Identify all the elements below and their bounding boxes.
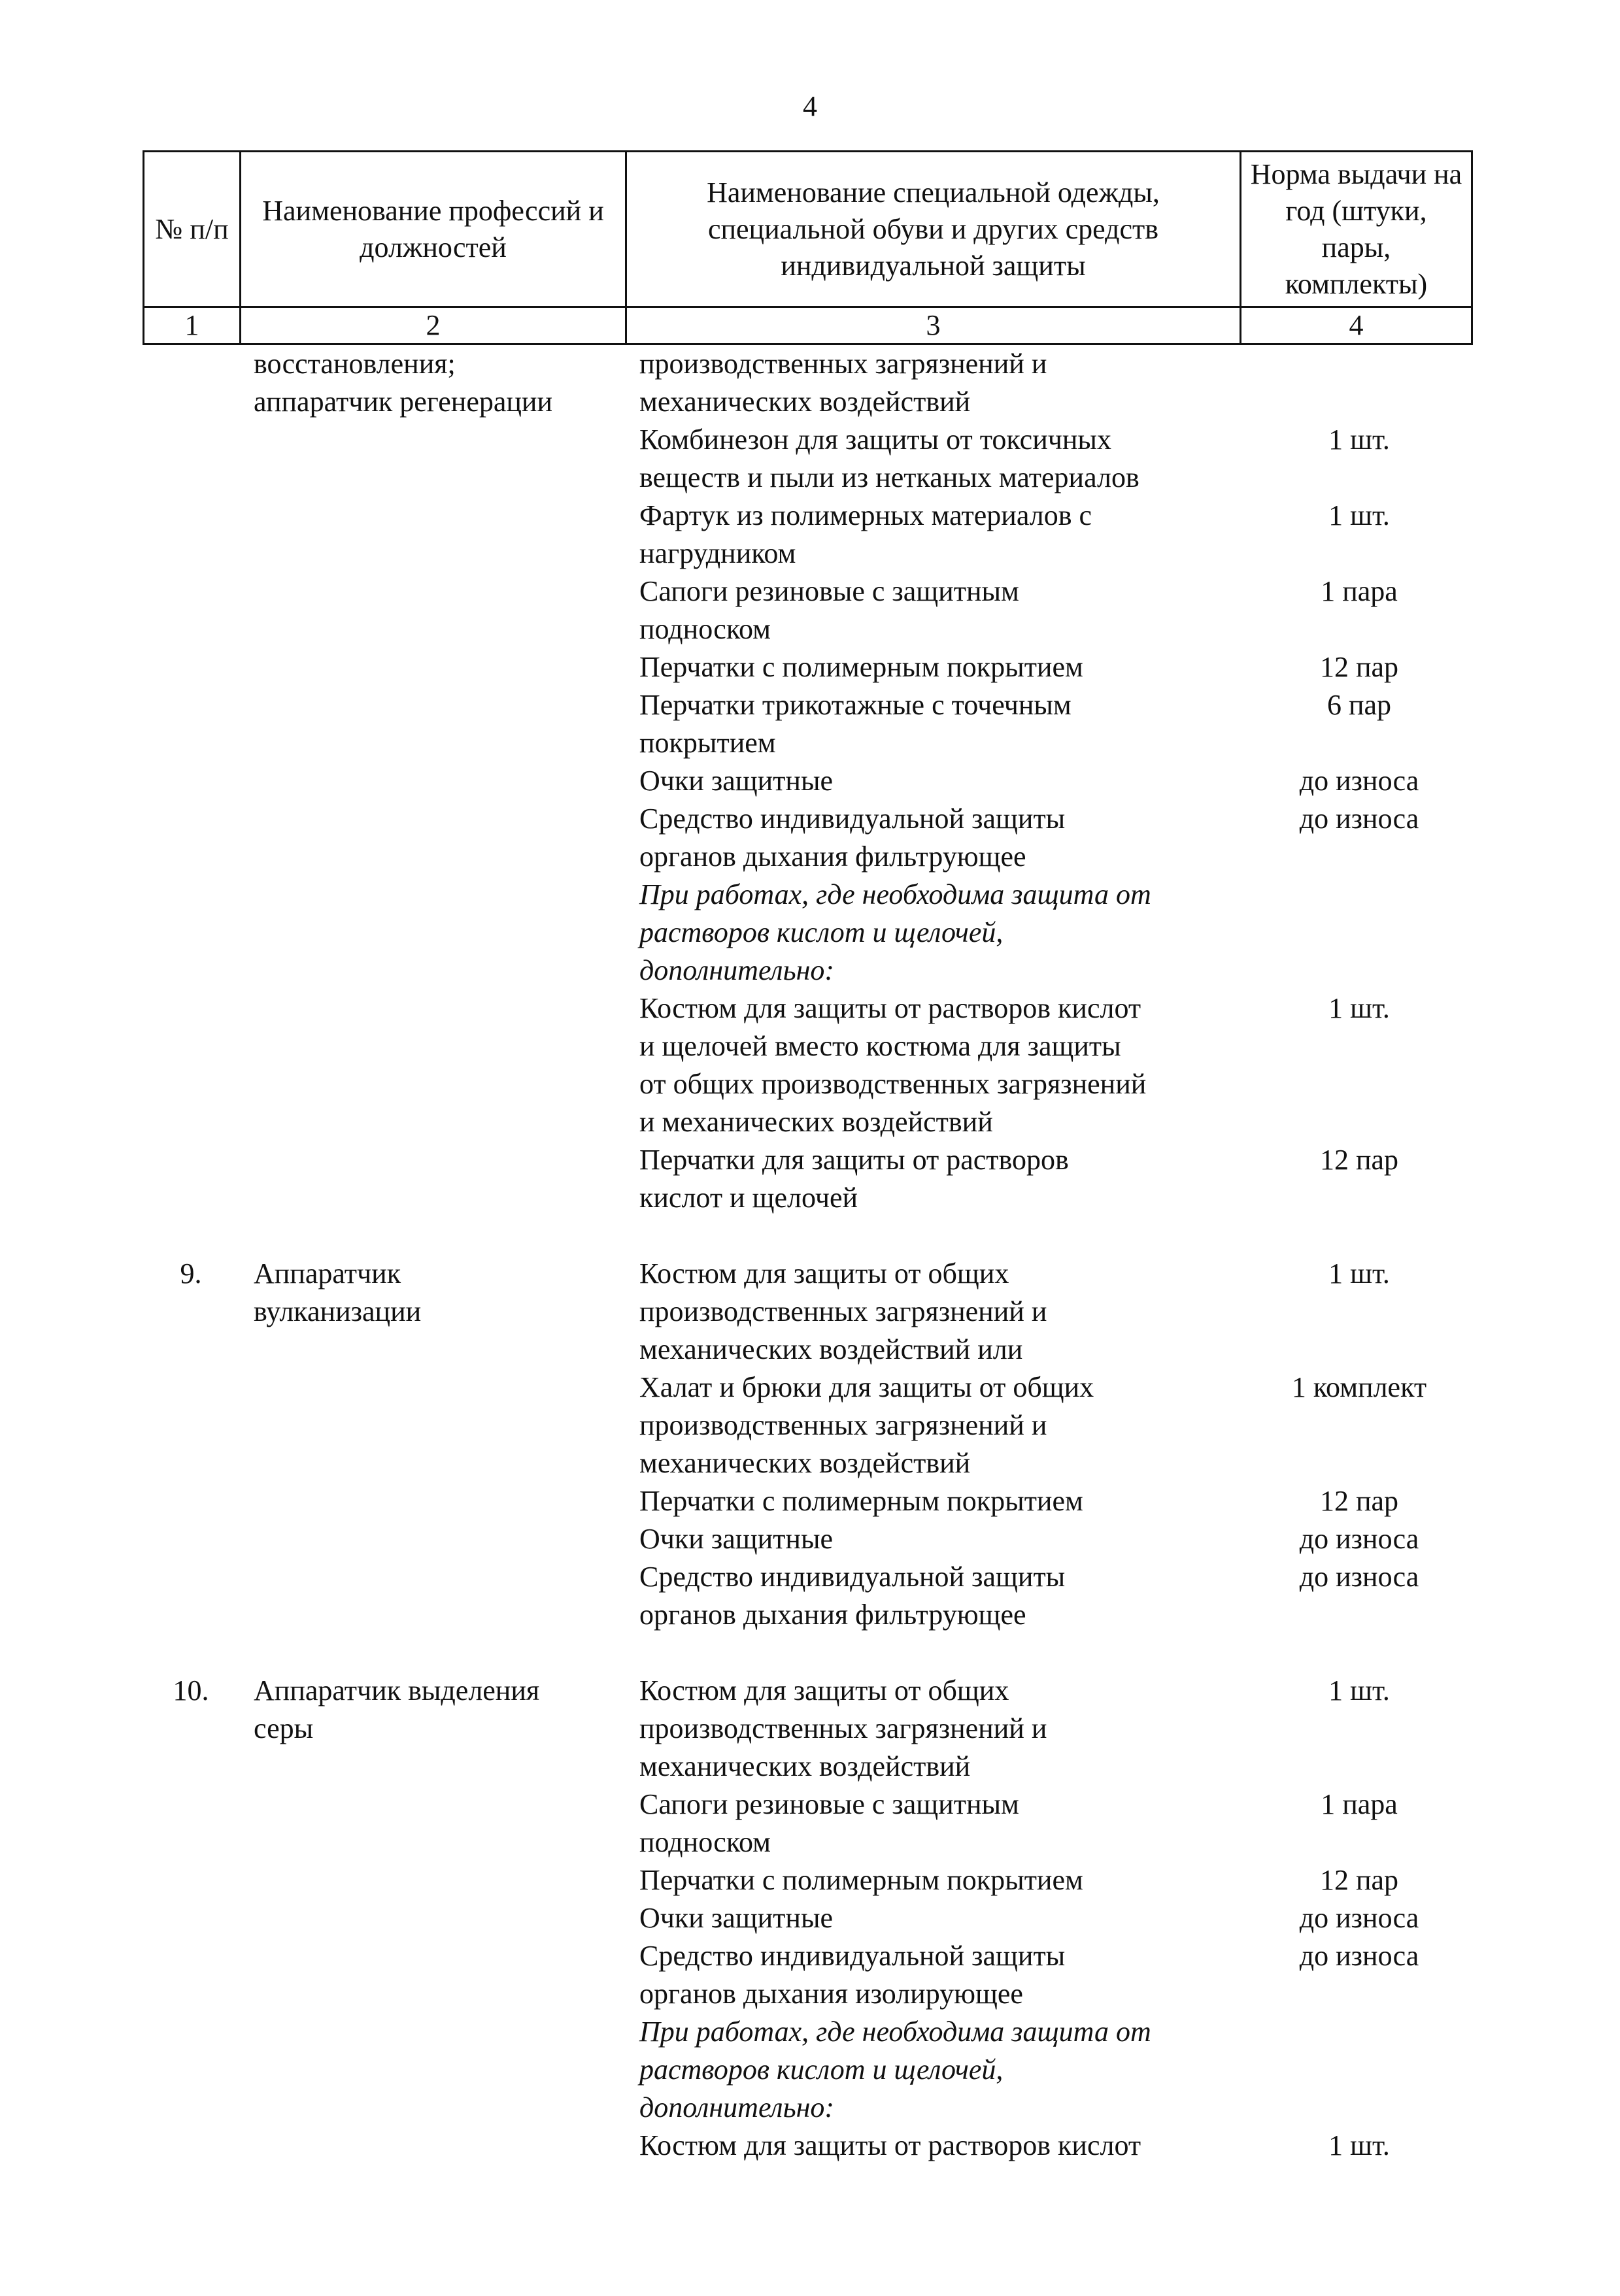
table-body	[0, 345, 1620, 2165]
header-row	[144, 152, 1472, 307]
equipment-list	[639, 1255, 1471, 1634]
issue-norm: 1 шт.	[1328, 1257, 1390, 1289]
issue-norm: 1 комплект	[1291, 1371, 1427, 1403]
issue-norm: 1 шт.	[1328, 1674, 1390, 1706]
equipment-name	[639, 1141, 1247, 1217]
issue-norm: 12 пар	[1319, 651, 1399, 683]
column-number-row	[144, 307, 1472, 344]
equipment-note	[639, 2013, 1471, 2127]
equipment-item	[639, 1141, 1471, 1217]
equipment-item	[639, 1899, 1471, 1937]
issue-norm: до износа	[1299, 1523, 1419, 1555]
profession-line: серы	[254, 1712, 314, 1744]
equipment-item	[639, 762, 1471, 800]
equipment-name	[639, 1369, 1247, 1482]
equipment-name-line: подноском	[639, 1826, 771, 1858]
equipment-name-line: производственных загрязнений и	[639, 1409, 1047, 1441]
issue-norm: 12 пар	[1319, 1864, 1399, 1896]
profession-name	[254, 1672, 620, 1748]
profession-line: Аппаратчик выделения	[254, 1674, 540, 1706]
table-row	[0, 1255, 1620, 1634]
equipment-name-line: Перчатки для защиты от растворов	[639, 1144, 1069, 1176]
column-number-4: 4	[1241, 307, 1472, 344]
header-col-profession: Наименование профессий и должностей	[241, 152, 626, 307]
equipment-name-line: органов дыхания изолирующее	[639, 1978, 1023, 2010]
equipment-name-line: и механических воздействий	[639, 1106, 993, 1138]
header-col-norm: Норма выдачи на год (штуки, пары, комплекты)	[1241, 152, 1472, 307]
equipment-name-line: органов дыхания фильтрующее	[639, 1599, 1026, 1631]
equipment-name-line: При работах, где необходима защита от	[639, 878, 1151, 910]
table-header	[143, 150, 1473, 345]
equipment-item	[639, 573, 1471, 648]
issue-norm: до износа	[1299, 803, 1419, 835]
equipment-item	[639, 1861, 1471, 1899]
equipment-name	[639, 1520, 1247, 1558]
equipment-name-line: Костюм для защиты от растворов кислот	[639, 992, 1141, 1024]
equipment-name-line: Костюм для защиты от общих	[639, 1674, 1009, 1706]
equipment-name-line: механических воздействий	[639, 386, 971, 418]
equipment-name	[639, 1937, 1247, 2013]
issue-norm: 1 пара	[1321, 1788, 1398, 1820]
equipment-name-line: кислот и щелочей	[639, 1182, 858, 1214]
equipment-name-line: Перчатки с полимерным покрытием	[639, 1485, 1083, 1517]
page-number: 4	[803, 90, 817, 122]
equipment-name-line: растворов кислот и щелочей,	[639, 916, 1004, 948]
equipment-name-line: При работах, где необходима защита от	[639, 2016, 1151, 2048]
issue-norm: 6 пар	[1326, 689, 1392, 721]
equipment-item	[639, 686, 1471, 762]
equipment-item	[639, 497, 1471, 573]
equipment-name	[639, 1672, 1247, 1786]
profession-line: аппаратчик регенерации	[254, 386, 553, 418]
profession-line: Аппаратчик	[254, 1257, 401, 1289]
equipment-name	[639, 1558, 1247, 1634]
header-col-equipment: Наименование специальной одежды, специальной обуви и других средств индивидуальной защиты	[626, 152, 1241, 307]
equipment-name-line: механических воздействий	[639, 1447, 971, 1479]
equipment-item	[639, 345, 1471, 421]
profession-name	[254, 1255, 620, 1331]
row-number: 9.	[180, 1257, 202, 1289]
equipment-name-line: Сапоги резиновые с защитным	[639, 575, 1019, 607]
equipment-name-line: Перчатки с полимерным покрытием	[639, 1864, 1083, 1896]
equipment-name-line: Костюм для защиты от растворов кислот	[639, 2129, 1141, 2161]
equipment-name	[639, 497, 1247, 573]
equipment-name-line: Перчатки с полимерным покрытием	[639, 651, 1083, 683]
equipment-name-line: подноском	[639, 613, 771, 645]
equipment-name-line: дополнительно:	[639, 954, 835, 986]
equipment-name-line: производственных загрязнений и	[639, 1295, 1047, 1327]
issue-norm: 1 шт.	[1328, 424, 1390, 456]
table-row	[0, 1672, 1620, 2165]
equipment-note	[639, 876, 1471, 990]
profession-line: восстановления;	[254, 348, 456, 380]
equipment-name	[639, 1255, 1247, 1369]
issue-norm: 1 пара	[1321, 575, 1398, 607]
header-col-number: № п/п	[144, 152, 241, 307]
equipment-name-line: Комбинезон для защиты от токсичных	[639, 424, 1111, 456]
equipment-name	[639, 573, 1247, 648]
equipment-item	[639, 990, 1471, 1141]
equipment-name	[639, 876, 1247, 990]
issue-norm: до износа	[1299, 765, 1419, 797]
equipment-name	[639, 2127, 1247, 2165]
profession-name	[254, 345, 620, 421]
equipment-list	[639, 345, 1471, 1217]
equipment-name-line: органов дыхания фильтрующее	[639, 840, 1026, 873]
issue-norm: до износа	[1299, 1902, 1419, 1934]
equipment-name-line: покрытием	[639, 727, 776, 759]
equipment-name-line: Халат и брюки для защиты от общих	[639, 1371, 1094, 1403]
equipment-name	[639, 1786, 1247, 1861]
issue-norm: 1 шт.	[1328, 992, 1390, 1024]
issue-norm: 1 шт.	[1328, 499, 1390, 531]
table-row	[0, 345, 1620, 1217]
equipment-name-line: Костюм для защиты от общих	[639, 1257, 1009, 1289]
equipment-item	[639, 800, 1471, 876]
row-number: 10.	[173, 1674, 209, 1706]
equipment-item	[639, 1937, 1471, 2013]
issue-norm: 12 пар	[1319, 1485, 1399, 1517]
equipment-item	[639, 1520, 1471, 1558]
equipment-name	[639, 800, 1247, 876]
equipment-name	[639, 762, 1247, 800]
equipment-item	[639, 648, 1471, 686]
equipment-item	[639, 421, 1471, 497]
equipment-list	[639, 1672, 1471, 2165]
equipment-item	[639, 1786, 1471, 1861]
equipment-name-line: Фартук из полимерных материалов с	[639, 499, 1092, 531]
equipment-name-line: механических воздействий или	[639, 1333, 1023, 1365]
equipment-name-line: Сапоги резиновые с защитным	[639, 1788, 1019, 1820]
equipment-name-line: механических воздействий	[639, 1750, 971, 1782]
equipment-name	[639, 1861, 1247, 1899]
equipment-name	[639, 1482, 1247, 1520]
equipment-name-line: производственных загрязнений и	[639, 1712, 1047, 1744]
equipment-name-line: производственных загрязнений и	[639, 348, 1047, 380]
equipment-name-line: Очки защитные	[639, 765, 834, 797]
equipment-item	[639, 1255, 1471, 1369]
column-number-2: 2	[241, 307, 626, 344]
equipment-name-line: Средство индивидуальной защиты	[639, 803, 1066, 835]
issue-norm: 1 шт.	[1328, 2129, 1390, 2161]
equipment-name-line: дополнительно:	[639, 2091, 835, 2123]
issue-norm: 12 пар	[1319, 1144, 1399, 1176]
equipment-name	[639, 1899, 1247, 1937]
equipment-name-line: веществ и пыли из нетканых материалов	[639, 461, 1139, 493]
equipment-name	[639, 421, 1247, 497]
equipment-name	[639, 686, 1247, 762]
issue-norm: до износа	[1299, 1561, 1419, 1593]
equipment-name-line: от общих производственных загрязнений	[639, 1068, 1147, 1100]
equipment-name	[639, 2013, 1247, 2127]
equipment-name-line: и щелочей вместо костюма для защиты	[639, 1030, 1121, 1062]
equipment-name-line: Средство индивидуальной защиты	[639, 1561, 1066, 1593]
equipment-item	[639, 2127, 1471, 2165]
column-number-1: 1	[144, 307, 241, 344]
equipment-item	[639, 1369, 1471, 1482]
equipment-name-line: Очки защитные	[639, 1902, 834, 1934]
column-number-3: 3	[626, 307, 1241, 344]
equipment-name-line: растворов кислот и щелочей,	[639, 2054, 1004, 2086]
issue-norm	[1247, 345, 1471, 421]
issue-norm: до износа	[1299, 1940, 1419, 1972]
equipment-name	[639, 345, 1247, 421]
equipment-name-line: Перчатки трикотажные с точечным	[639, 689, 1072, 721]
equipment-name-line: нагрудником	[639, 537, 796, 569]
profession-line: вулканизации	[254, 1295, 422, 1327]
issue-norm	[1247, 876, 1471, 990]
equipment-item	[639, 1672, 1471, 1786]
equipment-name	[639, 990, 1247, 1141]
equipment-name-line: Средство индивидуальной защиты	[639, 1940, 1066, 1972]
equipment-item	[639, 1558, 1471, 1634]
equipment-name-line: Очки защитные	[639, 1523, 834, 1555]
equipment-item	[639, 1482, 1471, 1520]
equipment-name	[639, 648, 1247, 686]
issue-norm	[1247, 2013, 1471, 2127]
